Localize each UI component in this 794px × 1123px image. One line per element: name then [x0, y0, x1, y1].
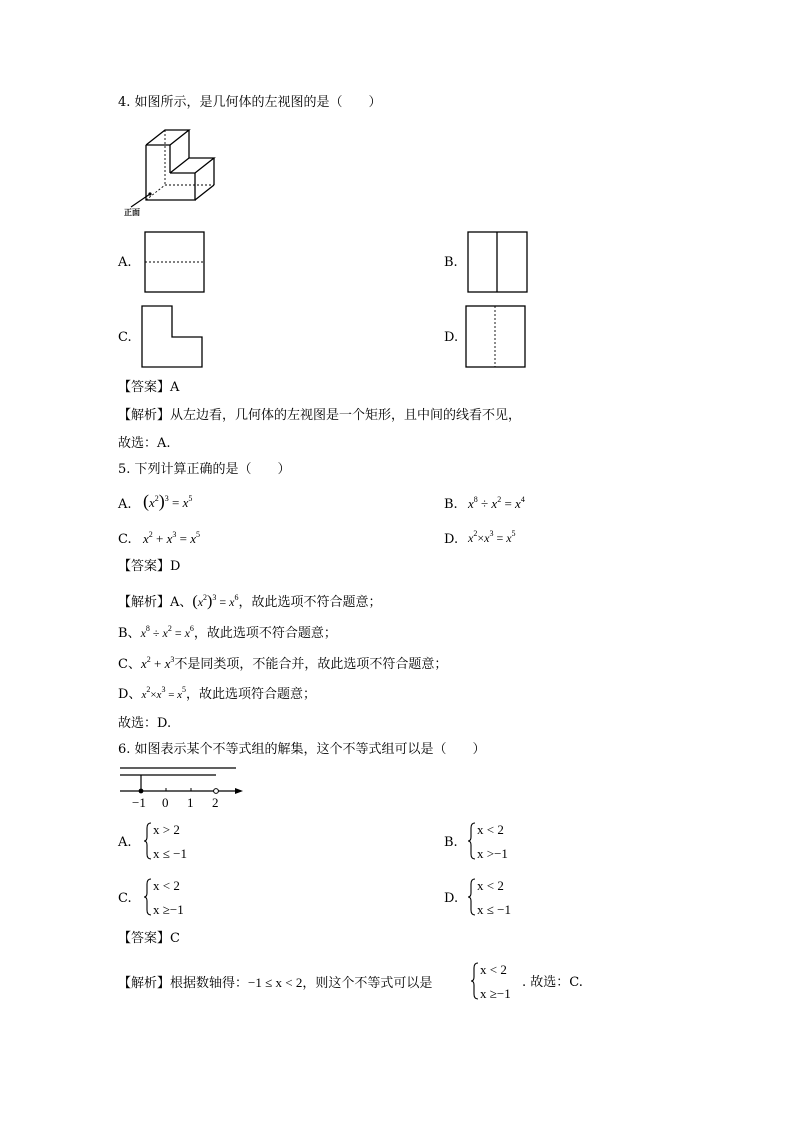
q6-option-d-line2: x ≤ −1: [477, 902, 511, 917]
q6-option-c-label: C.: [118, 891, 132, 906]
q6-analysis-system-line1: x < 2: [480, 962, 507, 977]
brace-icon: [470, 962, 480, 1000]
q6-option-a-line2: x ≤ −1: [153, 846, 187, 861]
q4-stem: 4. 如图所示，是几何体的左视图的是（ ）: [118, 95, 382, 110]
q6-option-d-label: D.: [444, 891, 459, 906]
q5-analysis-b-expr: $x^8 \div x^2 = x^6$: [140, 624, 194, 640]
q5-stem: 5. 下列计算正确的是（ ）: [118, 462, 291, 477]
q4-answer: 【答案】A: [118, 380, 180, 395]
q6-answer: 【答案】C: [118, 931, 180, 946]
q6-option-c-line1: x < 2: [153, 878, 180, 893]
brace-icon: [467, 822, 477, 860]
q5-analysis-c-suffix: 不是同类项，不能合并，故此选项不符合题意；: [174, 657, 448, 672]
brace-icon: [143, 878, 153, 916]
q5-analysis-d-expr: $x^2\times x^3 = x^5$: [141, 685, 187, 701]
q6-option-c-line2: x ≥−1: [153, 902, 184, 917]
q5-analysis-a-expr: $(x^2)^3 = x^6$: [192, 593, 239, 610]
q5-option-d-expr: $x^2\times x^3 = x^5$: [468, 529, 516, 545]
q4-analysis: 【解析】从左边看，几何体的左视图是一个矩形，且中间的线看不见，: [118, 408, 522, 423]
q5-analysis-c-prefix: C、: [118, 657, 141, 672]
q5-option-a-label: A.: [118, 497, 132, 512]
q4-option-d-label: D.: [444, 330, 459, 345]
q5-option-c-label: C.: [118, 532, 132, 547]
q6-stem: 6. 如图表示某个不等式组的解集，这个不等式组可以是（ ）: [118, 742, 486, 757]
q5-option-a-expr: $(x^2)^3 = x^5$: [143, 491, 193, 511]
brace-icon: [143, 822, 153, 860]
q6-analysis-prefix: 【解析】根据数轴得：: [118, 976, 249, 991]
q4-option-c-label: C.: [118, 330, 132, 345]
q4-conclusion: 故选：A.: [118, 436, 171, 451]
q6-option-b-line2: x >−1: [477, 846, 508, 861]
axis-tick-2: 2: [212, 795, 219, 810]
q4-option-b-label: B.: [444, 255, 458, 270]
q5-option-c-expr: $x^2 + x^3 = x^5$: [143, 529, 201, 546]
q6-option-a-line1: x > 2: [153, 822, 180, 837]
q6-analysis-suffix: . 故选：C.: [522, 975, 583, 990]
q6-option-b-line1: x < 2: [477, 822, 504, 837]
q5-analysis-d-prefix: D、: [118, 687, 142, 702]
q5-analysis-a-prefix: 【解析】A、: [118, 595, 193, 610]
q5-option-b-label: B.: [444, 497, 458, 512]
q6-analysis: [118, 976, 432, 990]
q5-analysis-b-suffix: ，故此选项不符合题意；: [193, 626, 337, 641]
q6-analysis-inequality: −1 ≤ x < 2: [248, 975, 303, 990]
q4-option-a-label: A.: [118, 255, 132, 270]
axis-tick-neg1: −1: [132, 795, 146, 810]
q5-conclusion: 故选：D.: [118, 716, 172, 731]
q5-answer: 【答案】D: [118, 559, 181, 574]
q6-option-d-line1: x < 2: [477, 878, 504, 893]
q6-analysis-mid: ，则这个不等式可以是: [302, 976, 433, 991]
q5-option-d-label: D.: [444, 532, 459, 547]
q5-analysis-a-suffix: ，故此选项不符合题意；: [238, 595, 382, 610]
q5-analysis-c-expr: $x^2 + x^3$: [140, 654, 175, 671]
q5-option-b-expr: $x^8 \div x^2 = x^4$: [468, 494, 525, 511]
brace-icon: [467, 878, 477, 916]
axis-tick-0: 0: [162, 795, 169, 810]
q6-option-a-label: A.: [118, 835, 132, 850]
axis-tick-1: 1: [187, 795, 194, 810]
q5-analysis-b-prefix: B、: [118, 626, 141, 641]
q5-analysis-d-suffix: ，故此选项符合题意；: [186, 687, 317, 702]
front-label: 正面: [124, 207, 140, 217]
q6-option-b-label: B.: [444, 835, 458, 850]
q6-analysis-system-line2: x ≥−1: [480, 986, 511, 1001]
